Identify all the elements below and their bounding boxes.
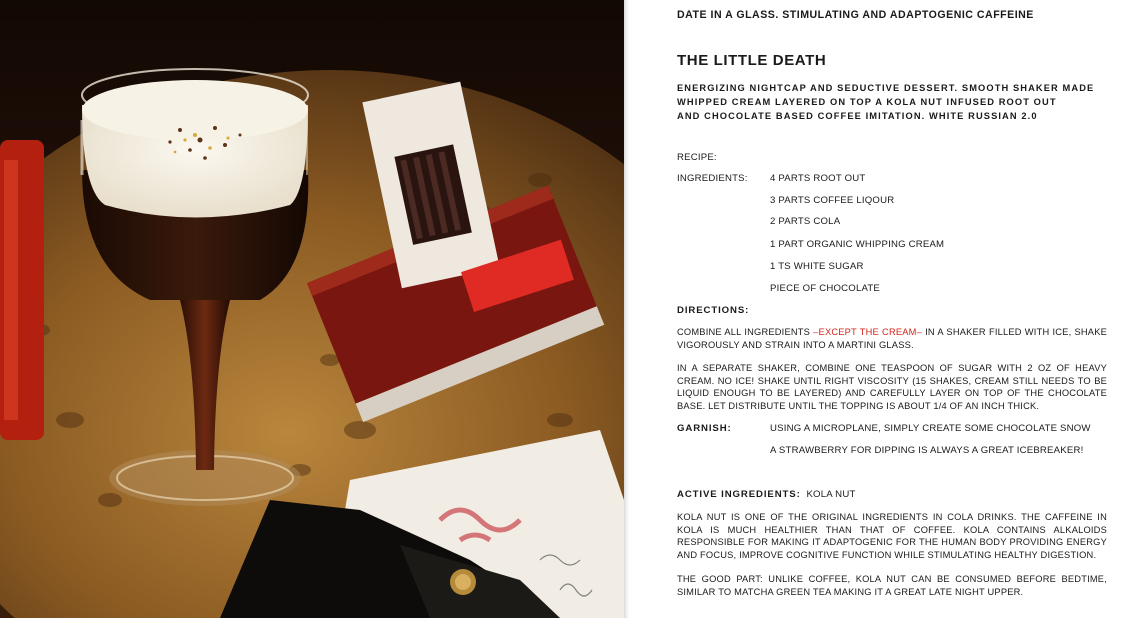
active-ingredients-value: KOLA NUT — [806, 489, 856, 500]
active-ingredients-label: ACTIVE INGREDIENTS: — [677, 489, 801, 500]
garnish-item: USING A MICROPLANE, SIMPLY CREATE SOME CHOCOLATE SNOW — [770, 423, 1091, 434]
ingredients-label: INGREDIENTS: — [677, 173, 748, 184]
ingredient-item: 2 PARTS COLA — [770, 216, 841, 227]
page-header: DATE IN A GLASS. STIMULATING AND ADAPTOGENIC CAFFEINE — [677, 9, 1034, 21]
garnish-item: A STRAWBERRY FOR DIPPING IS ALWAYS A GREAT ICEBREAKER! — [770, 445, 1084, 456]
ingredient-item: 1 PART ORGANIC WHIPPING CREAM — [770, 239, 945, 250]
directions-text: IN A SHAKER FILLED WITH ICE, SHAKE VIGOROUSLY AND STRAIN INTO A MARTINI GLASS. — [677, 327, 1107, 350]
intro-line: AND CHOCOLATE BASED COFFEE IMITATION. WHITE RUSSIAN 2.0 — [677, 111, 1038, 121]
directions-step-1 — [677, 326, 1107, 351]
ingredient-item: 3 PARTS COFFEE LIQOUR — [770, 195, 895, 206]
directions-step-2: IN A SEPARATE SHAKER, COMBINE ONE TEASPOON OF SUGAR WITH 2 OZ OF HEAVY CREAM. NO ICE! SHAKE UNTIL RIGHT VISCOSITY (15 SHAKES, CREAM STILL NEEDS TO BE LIQUID ENOUGH TO BE LAYERED) AND CAREFULLY LAYER ON TOP OF THE CHOCOLATE BASE. LET DISTRIBUTE UNTIL THE TOPPING IS ABOUT 1/4 OF AN INCH THICK. — [677, 363, 1107, 411]
directions-label: DIRECTIONS: — [677, 305, 750, 316]
active-ingredients — [677, 489, 856, 501]
directions-text: COMBINE ALL INGREDIENTS — [677, 327, 814, 337]
recipe-title: THE LITTLE DEATH — [677, 52, 827, 69]
intro-text — [677, 81, 1094, 123]
good-part-paragraph: THE GOOD PART: UNLIKE COFFEE, KOLA NUT CAN BE CONSUMED BEFORE BEDTIME, SIMILAR TO MATCHA GREEN TEA MAKING IT A GREAT LATE NIGHT UPPER. — [677, 574, 1107, 597]
kola-paragraph: KOLA NUT IS ONE OF THE ORIGINAL INGREDIENTS IN COLA DRINKS. THE CAFFEINE IN KOLA IS MUCH HEALTHIER THAN THAT OF COFFEE. KOLA CONTAINS ALKALOIDS RESPONSIBLE FOR MAKING IT ADAPTOGENIC FOR THE HUMAN BODY PROVIDING ENERGY AND FOCUS, IMPROVE COGNITIVE FUNCTION WHILE STIMULATING HEALTHY DIGESTION. — [677, 512, 1107, 560]
intro-line: WHIPPED CREAM LAYERED ON TOP A KOLA NUT INFUSED ROOT OUT — [677, 97, 1057, 107]
recipe-page — [630, 0, 1124, 618]
directions-highlight: –EXCEPT THE CREAM– — [813, 327, 922, 337]
intro-line: ENERGIZING NIGHTCAP AND SEDUCTIVE DESSERT. SMOOTH SHAKER MADE — [677, 83, 1095, 93]
ingredient-item: 1 TS WHITE SUGAR — [770, 261, 864, 272]
garnish-label: GARNISH: — [677, 423, 732, 434]
recipe-label: RECIPE: — [677, 152, 717, 163]
ingredient-item: 4 PARTS ROOT OUT — [770, 173, 866, 184]
ingredient-item: PIECE OF CHOCOLATE — [770, 283, 881, 294]
